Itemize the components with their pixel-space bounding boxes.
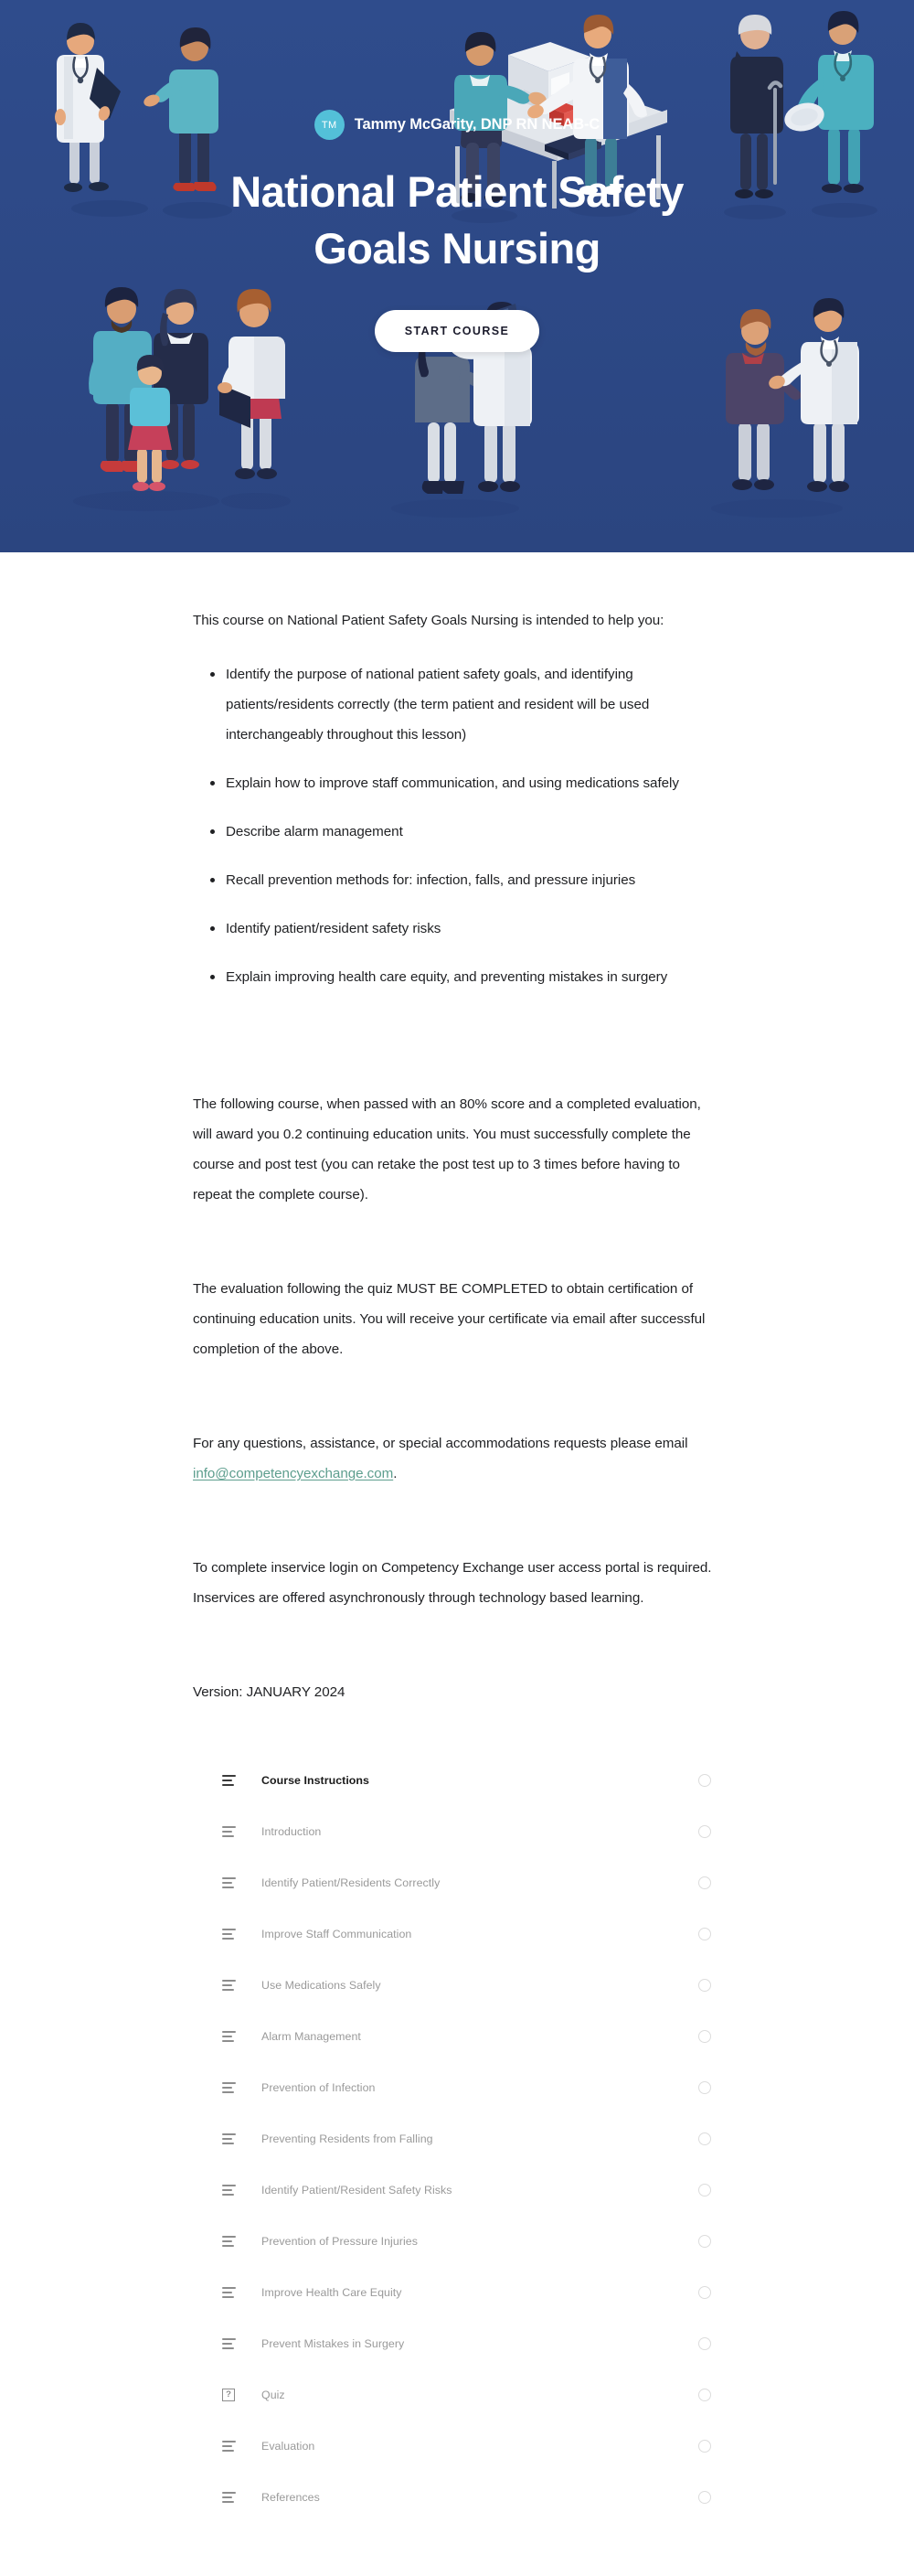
spacer [193,1388,721,1428]
spacer [193,1234,721,1274]
lesson-row[interactable] [192,1857,722,1908]
text-lines-glyph [222,1877,236,1888]
lesson-status [687,2235,722,2248]
text-lines-icon [222,2236,250,2247]
lesson-status [687,2337,722,2350]
text-lines-glyph [222,1826,236,1837]
list-item: Describe alarm management [193,817,721,847]
lesson-status [687,2286,722,2299]
spacer [193,1010,721,1089]
lesson-status [687,2081,722,2094]
lesson-label: Prevention of Pressure Injuries [261,2235,418,2248]
text-lines-glyph [222,2236,236,2247]
text-lines-glyph [222,2133,236,2144]
incomplete-circle-icon [698,1876,711,1889]
incomplete-circle-icon [698,1979,711,1992]
lesson-row[interactable] [192,2472,722,2523]
lesson-label: Quiz [261,2389,285,2401]
lesson-status [687,2389,722,2401]
text-lines-icon [222,1929,250,1940]
lesson-status [687,2132,722,2145]
incomplete-circle-icon [698,2389,711,2401]
lesson-status [687,1825,722,1838]
contact-text-before: For any questions, assistance, or special accommodations requests please email [193,1436,688,1451]
avatar: TM [314,110,345,140]
lesson-status [687,1928,722,1940]
incomplete-circle-icon [698,2440,711,2453]
contact-text-after: . [393,1466,398,1481]
lesson-status [687,1774,722,1787]
list-item: Explain how to improve staff communication, and using medications safely [193,768,721,798]
lesson-label: References [261,2491,320,2504]
text-lines-icon [222,1775,250,1786]
text-lines-icon [222,2031,250,2042]
text-lines-icon [222,2338,250,2349]
version-label: Version: JANUARY 2024 [193,1684,345,1700]
incomplete-circle-icon [698,2132,711,2145]
author-name: Tammy McGarity, DNP RN NEAB-C [354,116,600,133]
lesson-status [687,2030,722,2043]
lesson-row[interactable] [192,1806,722,1857]
incomplete-circle-icon [698,2337,711,2350]
incomplete-circle-icon [698,2184,711,2197]
lesson-status [687,2184,722,2197]
lesson-label: Evaluation [261,2440,315,2453]
lesson-row[interactable] [192,1908,722,1960]
lesson-row[interactable] [192,2011,722,2062]
lesson-row[interactable] [192,2113,722,2164]
list-item: Recall prevention methods for: infection, falls, and pressure injuries [193,865,721,895]
course-description-section [0,552,914,1707]
text-lines-icon [222,2441,250,2452]
evaluation-paragraph: The evaluation following the quiz MUST BE COMPLETED to obtain certification of continuing education units. You will receive your certificate via email after successful completion of the above. [193,1281,706,1357]
text-lines-glyph [222,1980,236,1991]
course-outline-section [0,1707,914,2576]
incomplete-circle-icon [698,2235,711,2248]
text-lines-glyph [222,2082,236,2093]
lesson-label: Improve Health Care Equity [261,2286,402,2299]
login-paragraph: To complete inservice login on Competency Exchange user access portal is required. Inservices are offered asynchronously through technology based learning. [193,1560,712,1606]
intro-paragraph: This course on National Patient Safety Goals Nursing is intended to help you: [193,613,664,628]
lesson-label: Alarm Management [261,2030,361,2043]
lesson-status [687,1979,722,1992]
text-lines-glyph [222,2492,236,2503]
question-mark-box-icon [222,2389,250,2401]
author-byline [314,110,600,140]
lesson-row[interactable] [192,2216,722,2267]
list-item: Identify patient/resident safety risks [193,914,721,944]
question-mark-glyph: ? [222,2389,235,2401]
incomplete-circle-icon [698,1825,711,1838]
lesson-row[interactable] [192,2318,722,2369]
incomplete-circle-icon [698,1774,711,1787]
course-outline-list [192,1755,722,2523]
text-lines-glyph [222,2338,236,2349]
text-lines-icon [222,2082,250,2093]
lesson-status [687,2491,722,2504]
text-lines-icon [222,1980,250,1991]
lesson-label: Prevent Mistakes in Surgery [261,2337,405,2350]
learning-objectives-list [193,659,721,992]
text-lines-icon [222,1826,250,1837]
lesson-row[interactable] [192,2164,722,2216]
lesson-row[interactable] [192,2369,722,2421]
credits-paragraph: The following course, when passed with an 80% score and a completed evaluation, will award you 0.2 continuing education units. You must successfully complete the course and post test (you can retake the post test up to 3 times before having to repeat the complete course). [193,1096,701,1202]
text-lines-glyph [222,2441,236,2452]
lesson-status [687,1876,722,1889]
lesson-label: Improve Staff Communication [261,1928,412,1940]
incomplete-circle-icon [698,2081,711,2094]
lesson-label: Prevention of Infection [261,2081,376,2094]
lesson-label: Preventing Residents from Falling [261,2132,433,2145]
text-lines-icon [222,2492,250,2503]
lesson-label: Identify Patient/Residents Correctly [261,1876,441,1889]
text-lines-icon [222,1877,250,1888]
lesson-row[interactable] [192,2421,722,2472]
text-lines-icon [222,2133,250,2144]
text-lines-glyph [222,1775,236,1786]
text-lines-icon [222,2185,250,2196]
lesson-label: Course Instructions [261,1774,369,1787]
text-lines-glyph [222,2287,236,2298]
list-item: Explain improving health care equity, and preventing mistakes in surgery [193,962,721,992]
spacer [193,1637,721,1677]
lesson-row[interactable] [192,1960,722,2011]
list-item: Identify the purpose of national patient safety goals, and identifying patients/residents correctly (the term patient and resident will be used interchangeably throughout this lesson) [193,659,721,750]
text-lines-glyph [222,1929,236,1940]
lesson-row[interactable] [192,2267,722,2318]
incomplete-circle-icon [698,1928,711,1940]
spacer [193,1512,721,1553]
lesson-row[interactable] [192,2062,722,2113]
text-lines-icon [222,2287,250,2298]
page-title: National Patient Safety Goals Nursing [230,167,684,273]
lesson-label: Introduction [261,1825,322,1838]
incomplete-circle-icon [698,2030,711,2043]
lesson-label: Identify Patient/Resident Safety Risks [261,2184,452,2197]
lesson-label: Use Medications Safely [261,1979,381,1992]
incomplete-circle-icon [698,2286,711,2299]
text-lines-glyph [222,2031,236,2042]
incomplete-circle-icon [698,2491,711,2504]
hero-banner [0,0,914,552]
lesson-row[interactable] [192,1755,722,1806]
text-lines-glyph [222,2185,236,2196]
lesson-status [687,2440,722,2453]
contact-paragraph [193,1428,721,1489]
start-course-button[interactable]: START COURSE [375,310,540,352]
support-email-link[interactable]: info@competencyexchange.com [193,1466,394,1481]
